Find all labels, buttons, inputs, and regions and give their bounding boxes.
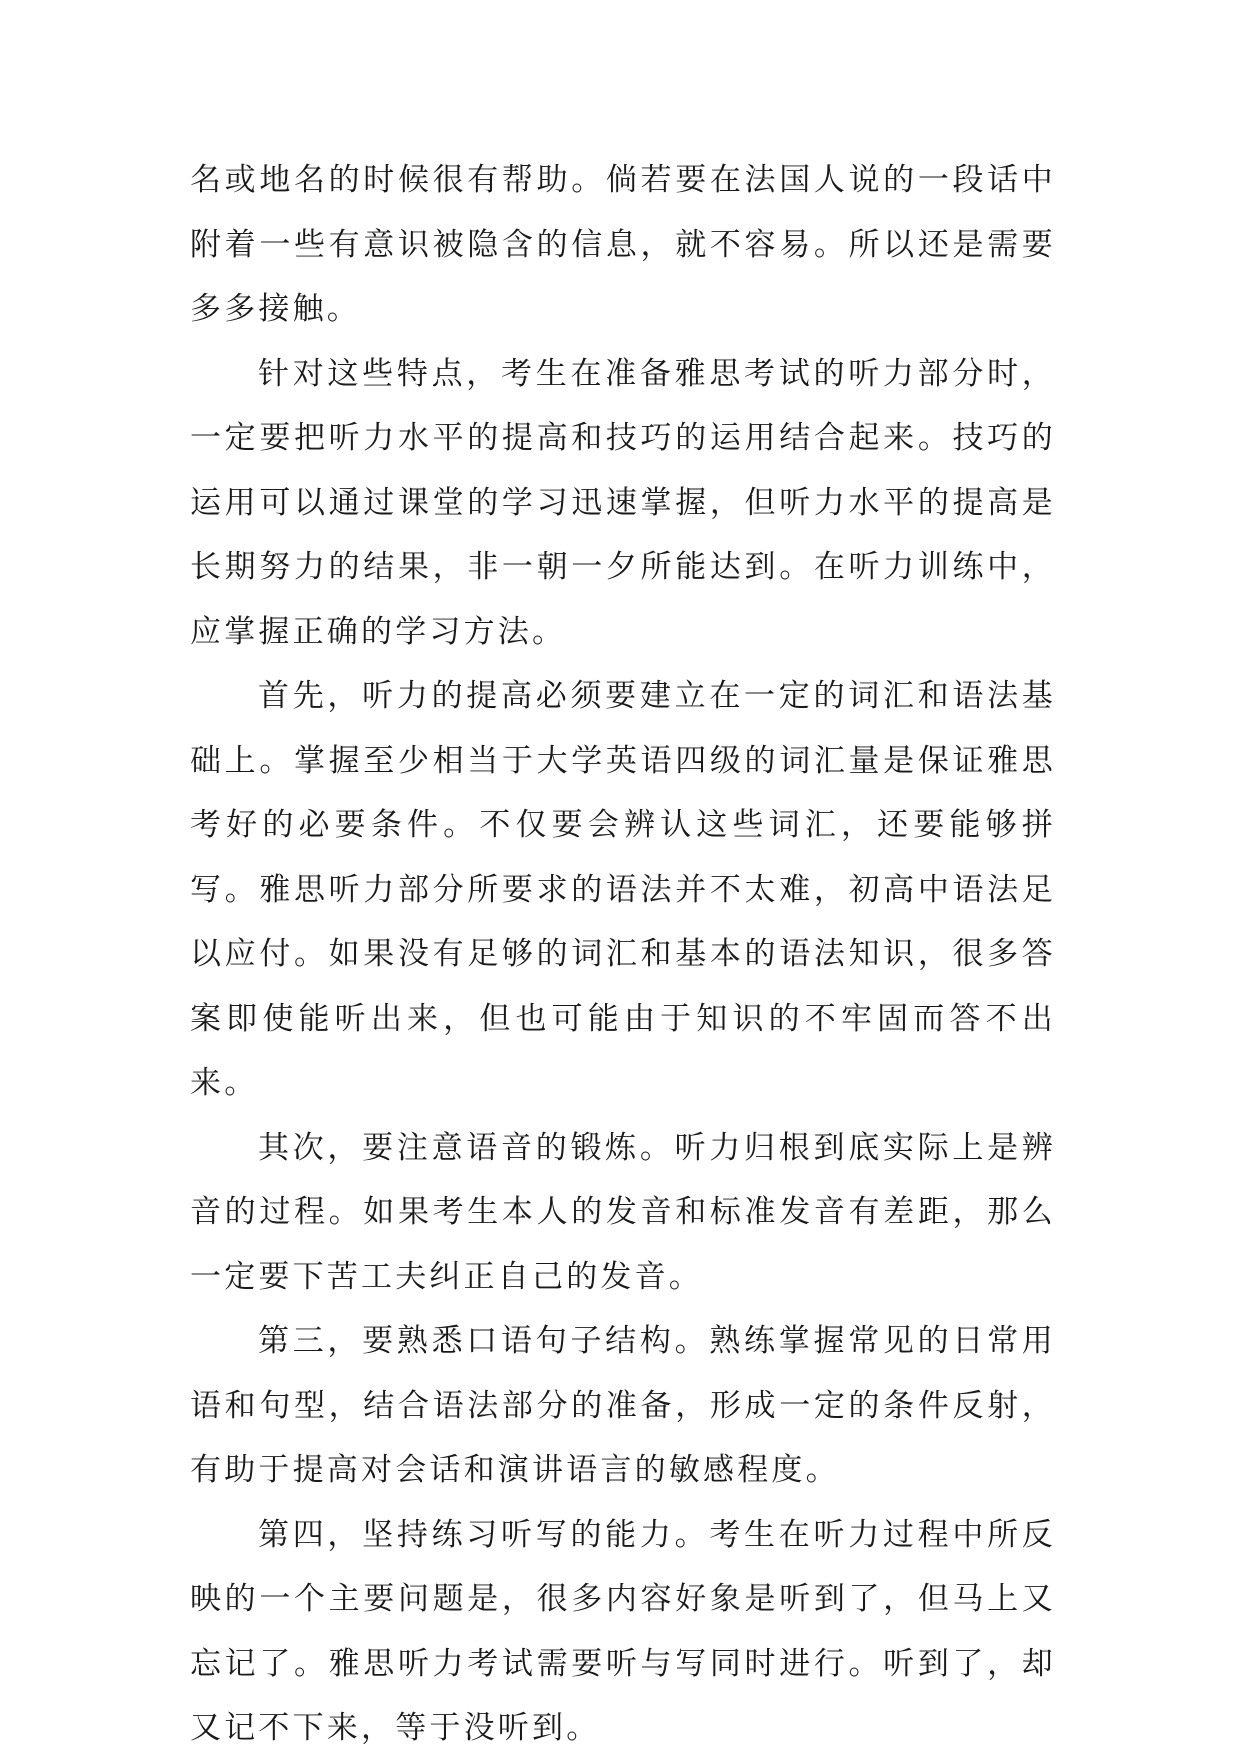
paragraph-continuation: 名或地名的时候很有帮助。倘若要在法国人说的一段话中附着一些有意识被隐含的信息，就不容易。所以还是需要多多接触。 (190, 162, 1056, 327)
paragraph-pronunciation: 其次，要注意语音的锻炼。听力归根到底实际上是辨音的过程。如果考生本人的发音和标准发音有差距，那么一定要下苦工夫纠正自己的发音。 (190, 1129, 1056, 1295)
document-body (190, 148, 1056, 1761)
paragraph-listening-strategy: 针对这些特点，考生在准备雅思考试的听力部分时，一定要把听力水平的提高和技巧的运用结合起来。技巧的运用可以通过课堂的学习迅速掌握，但听力水平的提高是长期努力的结果，非一朝一夕所能达到。在听力训练中，应掌握正确的学习方法。 (190, 355, 1056, 650)
paragraph-sentence-structure: 第三，要熟悉口语句子结构。熟练掌握常见的日常用语和句型，结合语法部分的准备，形成一定的条件反射，有助于提高对会话和演讲语言的敏感程度。 (190, 1323, 1056, 1488)
paragraph-vocabulary-grammar: 首先，听力的提高必须要建立在一定的词汇和语法基础上。掌握至少相当于大学英语四级的词汇量是保证雅思考好的必要条件。不仅要会辨认这些词汇，还要能够拼写。雅思听力部分所要求的语法并不太难，初高中语法足以应付。如果没有足够的词汇和基本的语法知识，很多答案即使能听出来，但也可能由于知识的不牢固而答不出来。 (190, 678, 1056, 1101)
paragraph-dictation: 第四，坚持练习听写的能力。考生在听力过程中所反映的一个主要问题是，很多内容好象是听到了，但马上又忘记了。雅思听力考试需要听与写同时进行。听到了，却又记不下来，等于没听到。 (190, 1516, 1056, 1746)
